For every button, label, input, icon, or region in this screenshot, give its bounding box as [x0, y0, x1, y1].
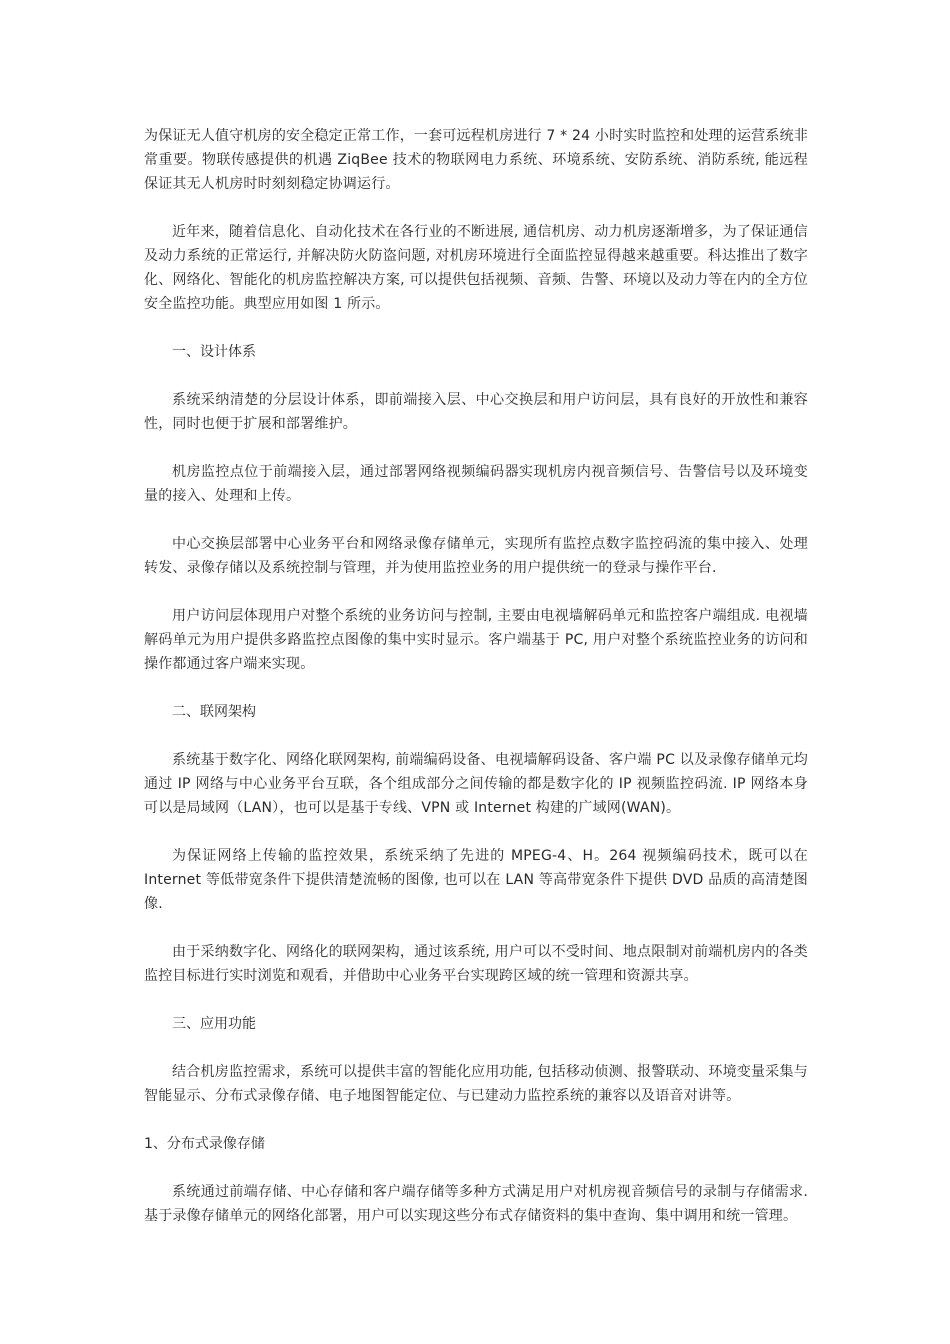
paragraph-center-exchange: 中心交换层部署中心业务平台和网络录像存储单元，实现所有监控点数字监控码流的集中接入、处理转发、录像存储以及系统控制与管理，并为使用监控业务的用户提供统一的登录与操作平台. — [144, 536, 808, 576]
paragraph-front-access: 机房监控点位于前端接入层，通过部署网络视频编码器实现机房内视音频信号、告警信号以及环境变量的接入、处理和上传。 — [144, 464, 808, 504]
subsection-heading-storage: 1、分布式录像存储 — [144, 1136, 265, 1152]
paragraph-network-architecture: 系统基于数字化、网络化联网架构, 前端编码设备、电视墙解码设备、客户端 PC 以及录像存储单元均通过 IP 网络与中心业务平台互联，各个组成部分之间传输的都是数字化的 IP 视频监控码流. IP 网络本身可以是局域网（LAN），也可以是基于专线、VPN 或 Internet 构建的广域网(WAN)。 — [144, 752, 808, 816]
paragraph-functions: 结合机房监控需求，系统可以提供丰富的智能化应用功能, 包括移动侦测、报警联动、环境变量采集与智能显示、分布式录像存储、电子地图智能定位、与已建动力监控系统的兼容以及语音对讲等。 — [144, 1064, 808, 1104]
section-heading-design: 一、设计体系 — [172, 344, 256, 360]
section-heading-network: 二、联网架构 — [172, 704, 256, 720]
paragraph-layered-design: 系统采纳清楚的分层设计体系，即前端接入层、中心交换层和用户访问层，具有良好的开放性和兼容性，同时也便于扩展和部署维护。 — [144, 392, 808, 432]
paragraph-remote-viewing: 由于采纳数字化、网络化的联网架构，通过该系统, 用户可以不受时间、地点限制对前端机房内的各类监控目标进行实时浏览和观看，并借助中心业务平台实现跨区域的统一管理和资源共享。 — [144, 944, 808, 984]
paragraph-storage: 系统通过前端存储、中心存储和客户端存储等多种方式满足用户对机房视音频信号的录制与存储需求. 基于录像存储单元的网络化部署，用户可以实现这些分布式存储资料的集中查询、集中调用和统一管理。 — [144, 1184, 808, 1224]
paragraph-user-access: 用户访问层体现用户对整个系统的业务访问与控制, 主要由电视墙解码单元和监控客户端组成. 电视墙解码单元为用户提供多路监控点图像的集中实时显示。客户端基于 PC, 用户对整个系统监控业务的访问和操作都通过客户端来实现。 — [144, 608, 808, 672]
document-body — [144, 124, 808, 1228]
section-heading-functions: 三、应用功能 — [172, 1016, 256, 1032]
paragraph-intro: 为保证无人值守机房的安全稳定正常工作，一套可远程机房进行 7 * 24 小时实时监控和处理的运营系统非常重要。物联传感提供的机遇 ZiqBee 技术的物联网电力系统、环境系统、安防系统、消防系统, 能远程保证其无人机房时时刻刻稳定协调运行。 — [144, 128, 808, 192]
paragraph-video-encoding: 为保证网络上传输的监控效果，系统采纳了先进的 MPEG-4、H。264 视频编码技术，既可以在 Internet 等低带宽条件下提供清楚流畅的图像, 也可以在 LAN 等高带宽条件下提供 DVD 品质的高清楚图像. — [144, 848, 808, 912]
paragraph-background: 近年来，随着信息化、自动化技术在各行业的不断进展, 通信机房、动力机房逐渐增多，为了保证通信及动力系统的正常运行, 并解决防火防盗问题, 对机房环境进行全面监控显得越来越重要。科达推出了数字化、网络化、智能化的机房监控解决方案, 可以提供包括视频、音频、告警、环境以及动力等在内的全方位安全监控功能。典型应用如图 1 所示。 — [144, 224, 808, 312]
